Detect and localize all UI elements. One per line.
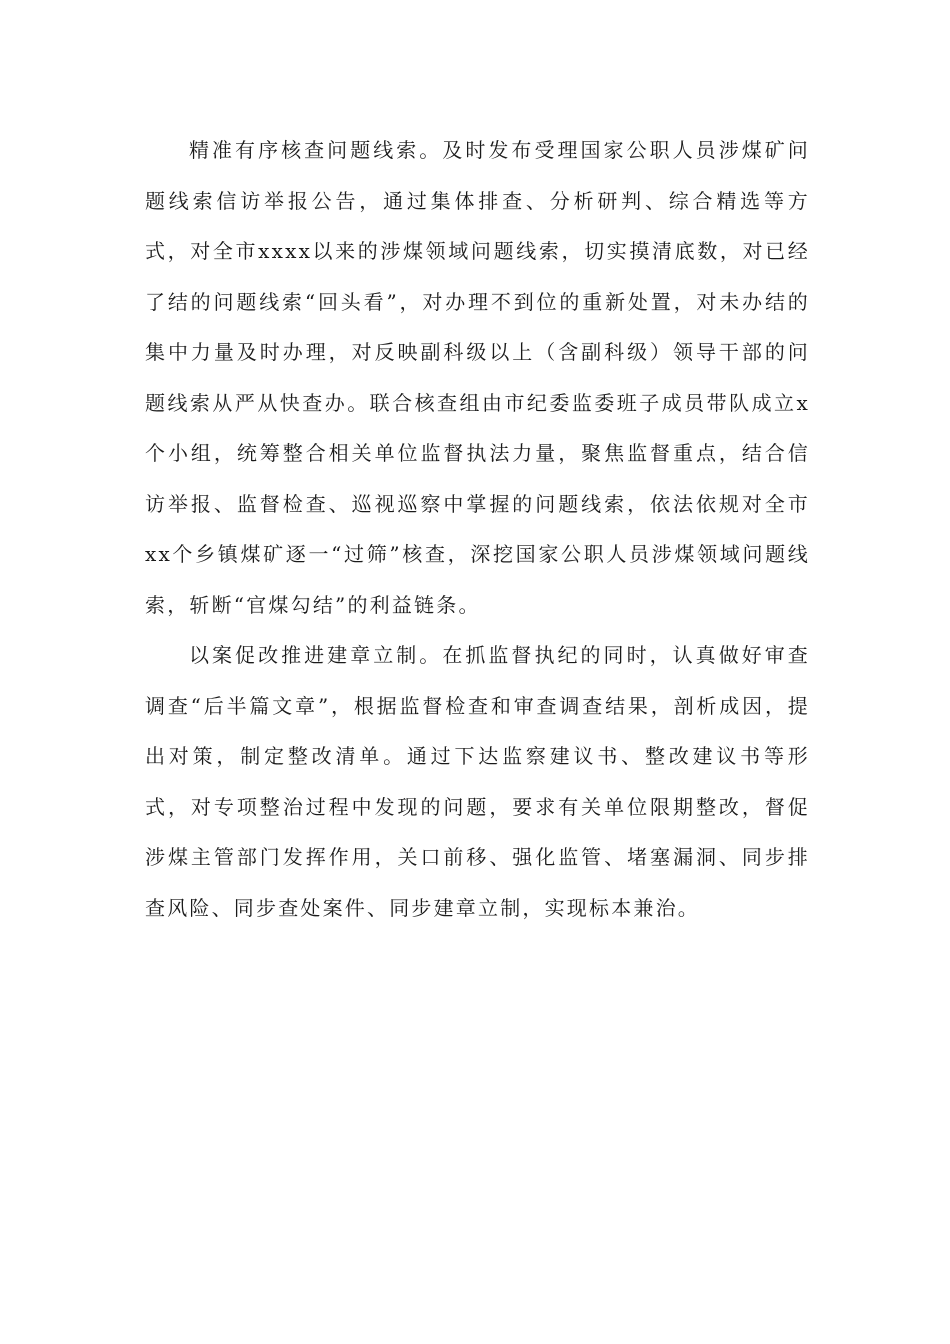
paragraph-2: 以案促改推进建章立制。在抓监督执纪的同时，认真做好审查调查“后半篇文章”，根据监督检查和审查调查结果，剖析成因，提出对策，制定整改清单。通过下达监察建议书、整改建议书等形式，对专项整治过程中发现的问题，要求有关单位限期整改，督促涉煤主管部门发挥作用，关口前移、强化监管、堵塞漏洞、同步排查风险、同步查处案件、同步建章立制，实现标本兼治。 — [145, 643, 810, 920]
document-body — [145, 125, 810, 933]
paragraph-1: 精准有序核查问题线索。及时发布受理国家公职人员涉煤矿问题线索信访举报公告，通过集体排查、分析研判、综合精选等方式，对全市xxxx以来的涉煤领域问题线索，切实摸清底数，对已经了结的问题线索“回头看”，对办理不到位的重新处置，对未办结的集中力量及时办理，对反映副科级以上（含副科级）领导干部的问题线索从严从快查办。联合核查组由市纪委监委班子成员带队成立x个小组，统筹整合相关单位监督执法力量，聚焦监督重点，结合信访举报、监督检查、巡视巡察中掌握的问题线索，依法依规对全市xx个乡镇煤矿逐一“过筛”核查，深挖国家公职人员涉煤领域问题线索，斩断“官煤勾结”的利益链条。 — [145, 138, 810, 617]
